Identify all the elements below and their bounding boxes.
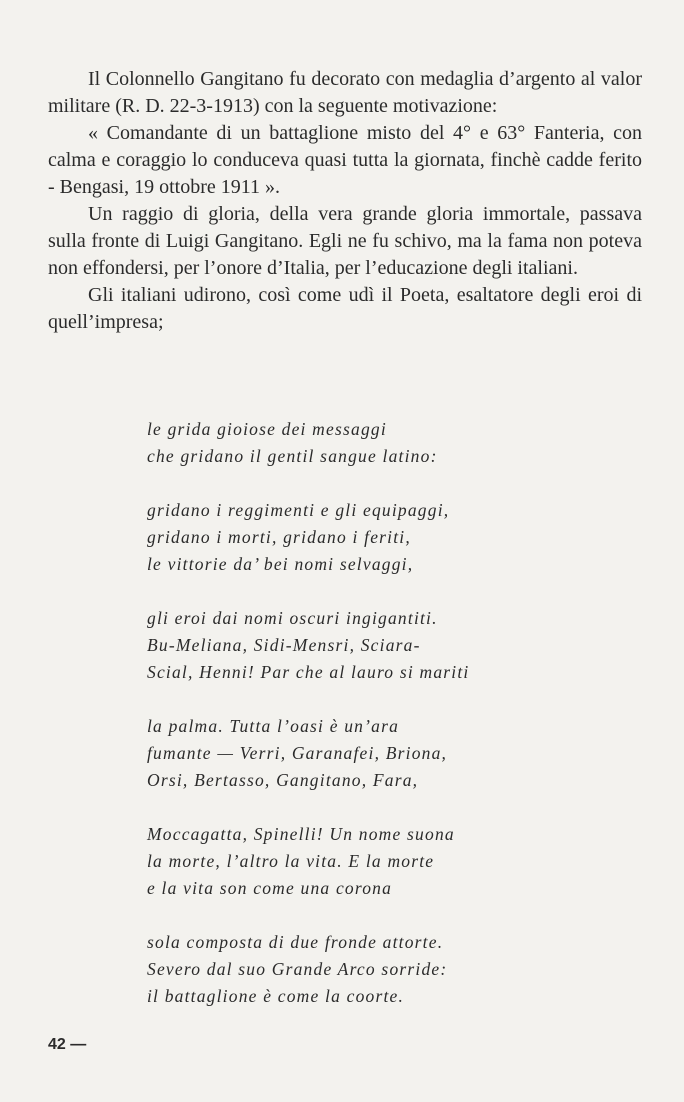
poem-line: fumante — Verri, Garanafei, Briona, bbox=[147, 743, 448, 763]
page-number: 42 — bbox=[48, 1036, 87, 1053]
poem-line: Moccagatta, Spinelli! Un nome suona bbox=[147, 824, 455, 844]
poem-line: il battaglione è come la coorte. bbox=[147, 986, 405, 1006]
poem-line: la palma. Tutta l’oasi è un’ara bbox=[147, 716, 400, 736]
poem-line: Scial, Henni! Par che al lauro si mariti bbox=[147, 662, 470, 682]
poem bbox=[147, 416, 567, 1037]
poem-line: che gridano il gentil sangue latino: bbox=[147, 446, 438, 466]
poem-stanza bbox=[147, 497, 567, 578]
paragraph-citation: « Comandante di un battaglione misto del 4° e 63° Fanteria, con calma e coraggio lo conduceva quasi tutta la giornata, finchè cadde ferito - Bengasi, 19 ottobre 1911 ». bbox=[48, 122, 642, 198]
poem-line: Severo dal suo Grande Arco sorride: bbox=[147, 959, 448, 979]
poem-line: e la vita son come una corona bbox=[147, 878, 393, 898]
poem-line: sola composta di due fronde attorte. bbox=[147, 932, 444, 952]
poem-stanza bbox=[147, 605, 567, 686]
poem-stanza bbox=[147, 713, 567, 794]
poem-stanza bbox=[147, 821, 567, 902]
poem-line: le grida gioiose dei messaggi bbox=[147, 419, 387, 439]
prose-section bbox=[48, 66, 642, 336]
poem-line: gridano i reggimenti e gli equipaggi, bbox=[147, 500, 450, 520]
poem-line: Bu-Meliana, Sidi-Mensri, Sciara- bbox=[147, 635, 421, 655]
poem-line: gridano i morti, gridano i feriti, bbox=[147, 527, 411, 547]
poem-line: la morte, l’altro la vita. E la morte bbox=[147, 851, 435, 871]
poem-line: le vittorie da’ bei nomi selvaggi, bbox=[147, 554, 414, 574]
paragraph-glory: Un raggio di gloria, della vera grande gloria immortale, passava sulla fronte di Luigi Gangitano. Egli ne fu schivo, ma la fama non poteva non effondersi, per l’onore d’Italia, per l’educazione degli italiani. bbox=[48, 203, 642, 279]
poem-stanza bbox=[147, 929, 567, 1010]
poem-stanza bbox=[147, 416, 567, 470]
paragraph-decoration: Il Colonnello Gangitano fu decorato con medaglia d’argento al valor militare (R. D. 22-3-1913) con la seguente motivazione: bbox=[48, 68, 642, 117]
paragraph-poet: Gli italiani udirono, così come udì il Poeta, esaltatore degli eroi di quell’impresa; bbox=[48, 284, 642, 333]
poem-line: gli eroi dai nomi oscuri ingigantiti. bbox=[147, 608, 438, 628]
poem-line: Orsi, Bertasso, Gangitano, Fara, bbox=[147, 770, 419, 790]
